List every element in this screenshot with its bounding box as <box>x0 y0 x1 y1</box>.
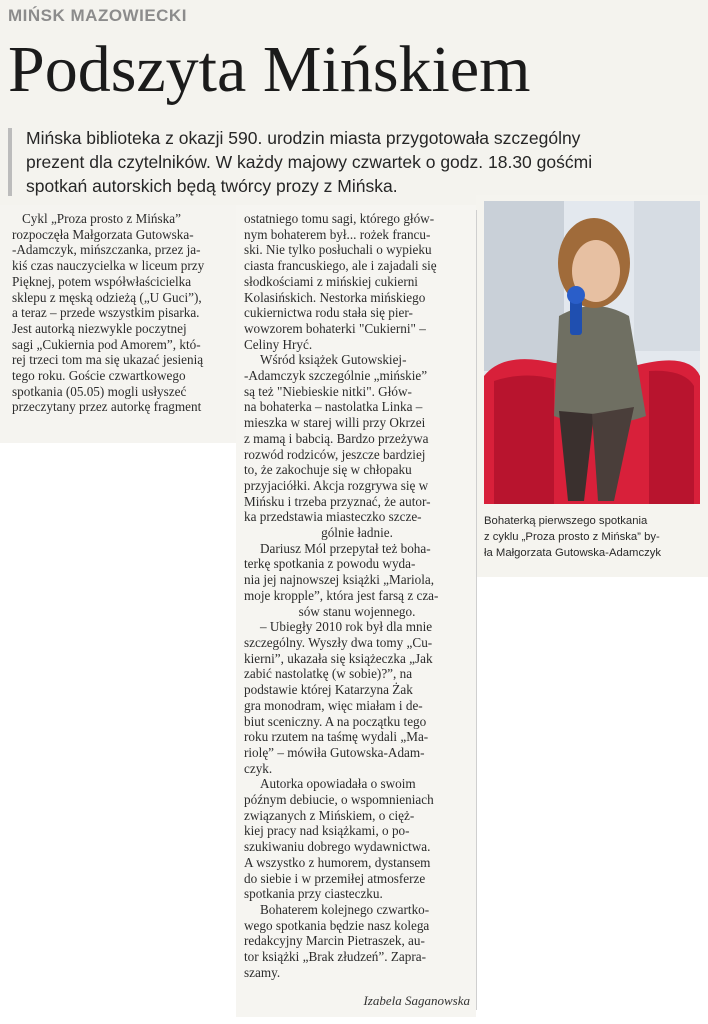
text-line: szczególny. Wyszły dwa tomy „Cu- <box>244 634 433 650</box>
lead-paragraph <box>26 126 666 198</box>
text-line: Bohaterem kolejnego czwartko- <box>260 901 430 917</box>
text-line: biut sceniczny. A na początku tego <box>244 713 427 729</box>
text-line: kiej pracy nad książkami, o po- <box>244 823 410 839</box>
text-line: Kolasińskich. Nestorka mińskiego <box>244 289 426 305</box>
caption-line: Bohaterką pierwszego spotkania <box>484 515 648 527</box>
text-line: nym bohaterem był... rożek francu- <box>244 226 431 242</box>
text-line: gra monodram, więc miałam i de- <box>244 697 423 713</box>
text-line: -Adamczyk szczególnie „mińskie” <box>244 368 428 384</box>
text-line: do siebie i w przemiłej atmosferze <box>244 870 426 886</box>
text-line: z mamą i babcią. Bardzo przeżywa <box>244 430 429 446</box>
text-line: związanych z Mińskiem, o cięż- <box>244 807 415 823</box>
text-line: Jest autorką niezwykle poczytnej <box>12 320 187 336</box>
lead-bar <box>8 128 12 196</box>
text-line: Celiny Hryć. <box>244 336 313 352</box>
chair-arm-left <box>494 375 554 504</box>
text-line: zabić nastolatkę (w sobie)?”, na <box>244 666 413 682</box>
text-line: czyk. <box>244 760 273 776</box>
text-line: przyjaciółki. Akcja rozgrywa się w <box>244 477 429 493</box>
text-line: kiś czas nauczycielka w liceum przy <box>12 258 205 274</box>
photo-caption <box>484 514 706 561</box>
text-line: kierni”, ukazała się książeczka „Jak <box>244 650 433 666</box>
text-line: redakcyjny Marcin Pietraszek, au- <box>244 933 425 949</box>
text-line: sagi „Cukiernia pod Amorem”, któ- <box>12 336 201 352</box>
text-line: cukiernictwa rodu stała się pier- <box>244 305 413 321</box>
text-line: terkę spotkania z powodu wyda- <box>244 556 416 572</box>
text-line: spotkania przy ciasteczku. <box>244 886 383 902</box>
caption-line: ła Małgorzata Gutowska-Adamczyk <box>484 546 662 559</box>
text-line: przeczytany przez autorkę fragment <box>12 399 202 415</box>
text-line: – Ubiegły 2010 rok był dla mnie <box>260 619 433 635</box>
text-line: Cykl „Proza prosto z Mińska” <box>22 211 181 226</box>
text-line: wego spotkania będzie nasz kolega <box>244 917 430 933</box>
text-line: nia jej najnowszej książki „Mariola, <box>244 572 435 588</box>
author-photo <box>484 201 700 504</box>
column-rule <box>476 210 477 1010</box>
text-line: Wśród książek Gutowskiej- <box>260 352 407 368</box>
lead-line: spotkań autorskich będą twórcy prozy z Mińska. <box>26 176 398 196</box>
text-line: tego roku. Goście czwartkowego <box>12 368 186 384</box>
text-line: są też "Niebieskie nitki". Głów- <box>244 383 412 399</box>
text-line: na bohaterka – nastolatka Linka – <box>244 399 423 415</box>
text-line: tor książki „Brak złudzeń”. Zapra- <box>244 949 426 965</box>
text-line: riolę” – mówiła Gutowska-Adam- <box>244 744 425 760</box>
text-line: mieszka w starej willi przy Okrzei <box>244 415 426 431</box>
text-line: a teraz – przede wszystkim pisarka. <box>12 305 200 321</box>
column-2 <box>244 211 470 980</box>
text-line: późnym debiucie, o wspomnieniach <box>244 792 434 808</box>
photo-wall <box>634 201 700 351</box>
text-line: rozwód rodziców, jeszcze bardziej <box>244 446 426 462</box>
caption-line: z cyklu „Proza prosto z Mińska” by- <box>484 530 660 543</box>
section-label: MIŃSK MAZOWIECKI <box>8 6 187 25</box>
text-line: podstawie której Katarzyna Żak <box>244 682 413 698</box>
lead-line: prezent dla czytelników. W każdy majowy czwartek o godz. 18.30 gośćmi <box>26 152 593 172</box>
text-line: rej trzeci tom ma się ukazać jesienią <box>12 352 204 368</box>
text-line: szamy. <box>244 964 281 980</box>
photo-window <box>484 201 564 371</box>
text-line: Autorka opowiadała o swoim <box>260 776 416 792</box>
text-line: ciasta francuskiego, ale i zajadali się <box>244 258 437 274</box>
text-line: moje kropple”, która jest farsą z cza- <box>244 587 439 603</box>
text-line: spotkania (05.05) mogli usłyszeć <box>12 383 187 399</box>
text-line: ostatniego tomu sagi, którego głów- <box>244 211 435 226</box>
text-line: gólnie ładnie. <box>321 525 393 541</box>
text-line: -Adamczyk, mińszczanka, przez ja- <box>12 242 201 258</box>
text-line: roku rzutem na taśmę wydali „Ma- <box>244 729 429 745</box>
chair-arm-right <box>649 371 694 504</box>
text-line: sów stanu wojennego. <box>298 603 416 619</box>
text-line: ka przedstawia miasteczko szcze- <box>244 509 422 525</box>
headline: Podszyta Mińskiem <box>8 33 531 106</box>
column-1 <box>12 211 230 415</box>
text-line: to, że zakochuje się w chłopaku <box>244 462 412 478</box>
text-line: Dariusz Mól przepytał też boha- <box>260 540 431 556</box>
lead-line: Mińska biblioteka z okazji 590. urodzin miasta przygotowała szczególny <box>26 128 581 148</box>
text-line: rozpoczęła Małgorzata Gutowska- <box>12 226 194 242</box>
text-line: Pięknej, potem współwłaścicielka <box>12 273 192 289</box>
byline: Izabela Saganowska <box>363 993 470 1008</box>
photo-illustration <box>484 201 700 504</box>
text-line: wowzorem bohaterki "Cukierni" – <box>244 320 426 336</box>
microphone-head <box>567 286 585 304</box>
text-line: Mińsku i trzeba przyznać, że autor- <box>244 493 431 509</box>
text-line: sklepu z męską odzieżą („U Guci”), <box>12 289 202 305</box>
text-line: ski. Nie tylko posłuchali o wypieku <box>244 242 432 258</box>
text-line: A wszystko z humorem, dystansem <box>244 854 431 870</box>
text-line: szukiwaniu dobrego wydawnictwa. <box>244 839 431 855</box>
text-line: słodkościami z mińskiej cukierni <box>244 273 418 289</box>
